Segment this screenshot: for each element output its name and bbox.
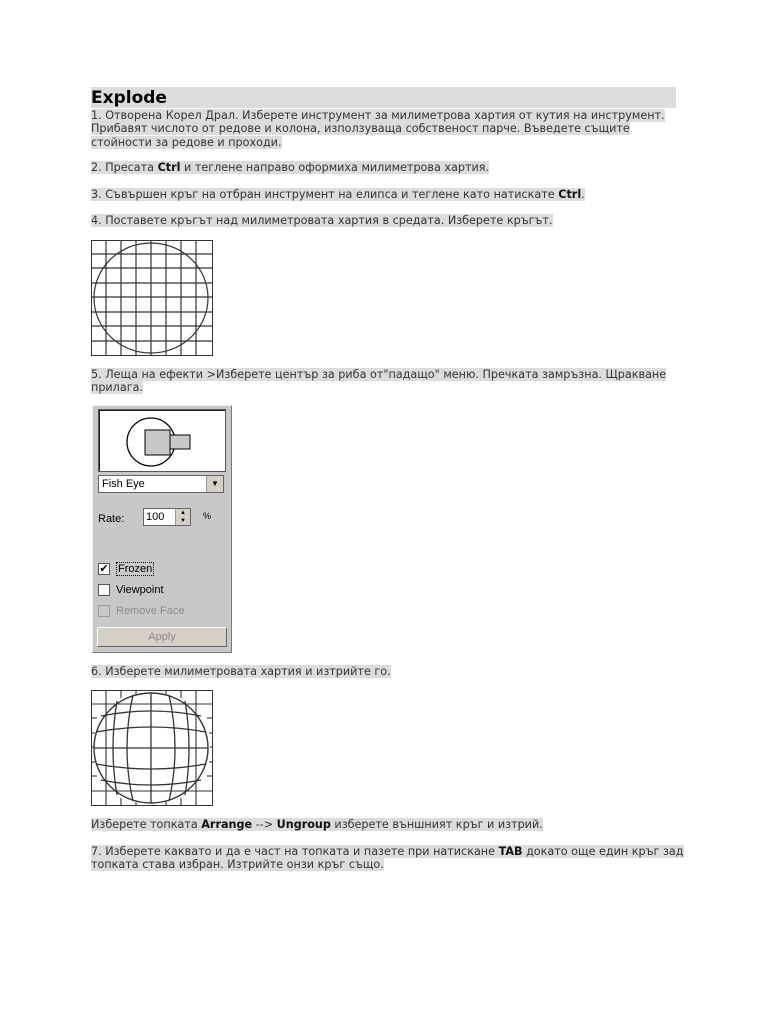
step-6: 6. Изберете милиметровата хартия и изтрийте го.: [91, 665, 391, 678]
rate-label: Rate:: [98, 513, 125, 525]
frozen-checkbox[interactable]: ✔: [99, 563, 109, 575]
step-2: 2. Пресата Ctrl и теглене направо оформиха милиметрова хартия.: [91, 161, 490, 174]
lens-docker: [92, 405, 232, 653]
page-title: Explode: [91, 87, 676, 108]
rate-stepper[interactable]: [143, 508, 191, 526]
step-7: 7. Изберете каквато и да е част на топката и пазете при натискане TAB докато още един кръг зад топката става избран. Изтрийте онзи кръг също.: [91, 845, 684, 872]
lens-preview: [98, 409, 226, 472]
grid-with-circle-figure: [91, 240, 213, 356]
lens-type-value: Fish Eye: [102, 478, 145, 490]
viewpoint-label[interactable]: Viewpoint: [116, 584, 164, 596]
lens-type-dropdown[interactable]: [98, 475, 224, 493]
step-6b: Изберете топката Arrange --> Ungroup изберете външният кръг и изтрий.: [91, 818, 543, 831]
step-1: 1. Отворена Корел Драл. Изберете инструмент за милиметрова хартия от кутия на инструмент. Прибавят числото от редове и колона, използуваща собственост парче. Въведете същите стойности за редове и проходи.: [91, 109, 665, 149]
remove-face-label: Remove Face: [116, 605, 185, 617]
rate-unit: %: [203, 511, 212, 521]
viewpoint-checkbox[interactable]: [98, 584, 110, 596]
frozen-label[interactable]: Frozen: [118, 563, 153, 575]
rate-value[interactable]: 100: [146, 511, 165, 523]
spin-up-icon[interactable]: ▲: [175, 509, 190, 518]
apply-button[interactable]: Apply: [97, 627, 227, 647]
step-4: 4. Поставете кръгът над милиметровата хартия в средата. Изберете кръгът.: [91, 214, 553, 227]
step-3: 3. Съвършен кръг на отбран инструмент на елипса и теглене като натискате Ctrl.: [91, 188, 585, 201]
fisheye-grid-figure: [91, 690, 213, 806]
remove-face-checkbox: [98, 605, 110, 617]
chevron-down-icon[interactable]: ▼: [206, 476, 223, 492]
step-5: 5. Леща на ефекти >Изберете център за риба от"падащо" меню. Пречката замръзна. Щракване прилага.: [91, 368, 667, 395]
spin-down-icon[interactable]: ▼: [175, 517, 190, 525]
